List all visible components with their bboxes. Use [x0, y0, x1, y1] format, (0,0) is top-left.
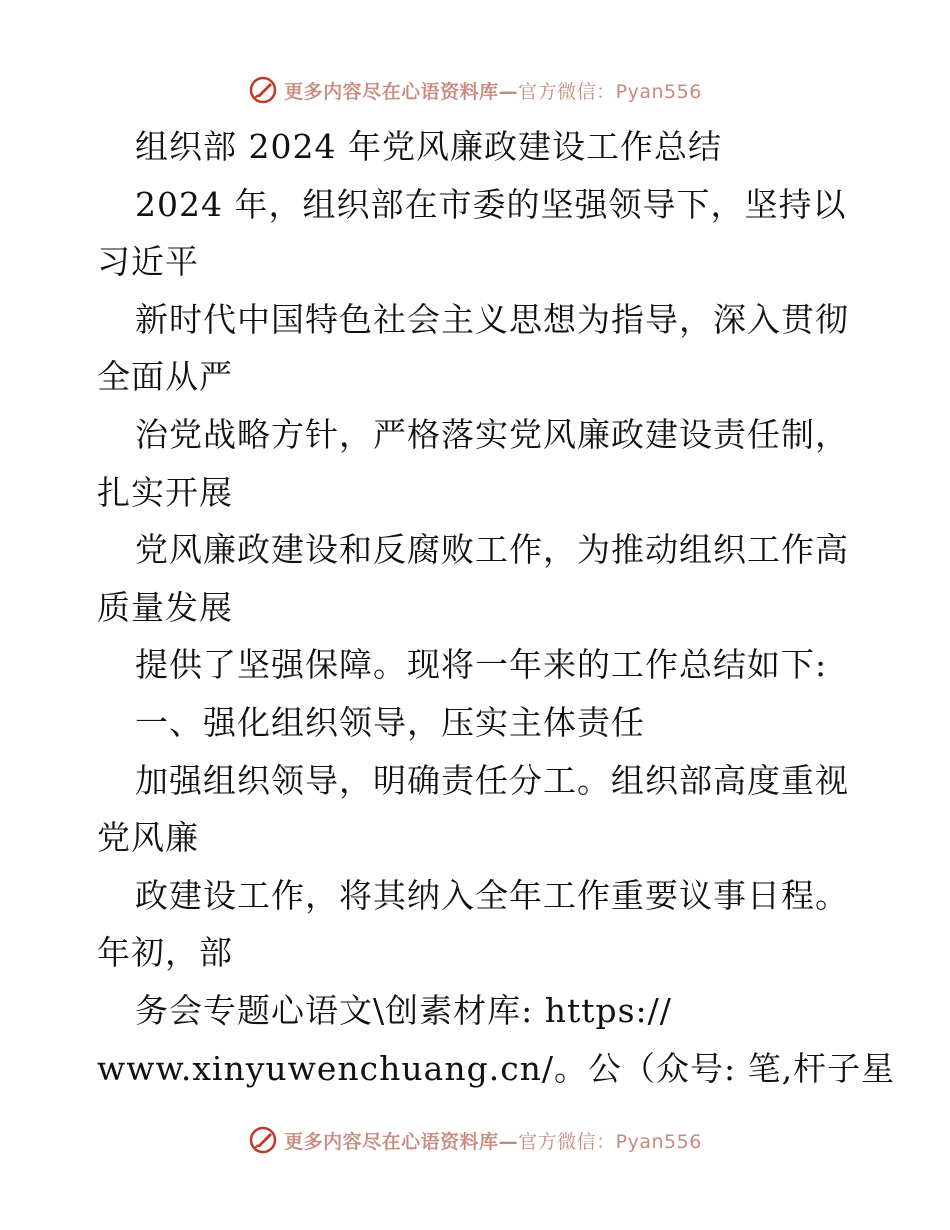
- paragraph-line: 治党战略方针，严格落实党风廉政建设责任制，: [135, 414, 849, 454]
- paragraph-line: 习近平: [97, 242, 199, 282]
- watermark-wechat-text: 官方微信：Pyan556: [518, 1130, 702, 1153]
- watermark-text: [284, 77, 702, 104]
- quill-pen-logo-icon: [248, 75, 278, 105]
- watermark-text: [284, 1127, 702, 1154]
- header-watermark-banner: [0, 70, 950, 110]
- paragraph-line: 务会专题心语文\创素材库: https://: [135, 990, 672, 1030]
- paragraph-line: 扎实开展: [97, 472, 233, 512]
- paragraph-line: 提供了坚强保障。现将一年来的工作总结如下:: [135, 645, 828, 685]
- paragraph-line: 年初，部: [97, 933, 233, 973]
- paragraph-line: 加强组织领导，明确责任分工。组织部高度重视: [135, 760, 849, 800]
- paragraph-line: 党风廉: [97, 818, 199, 858]
- paragraph-line: 新时代中国特色社会主义思想为指导，深入贯彻: [135, 299, 849, 339]
- paragraph-line: 2024 年，组织部在市委的坚强领导下，坚持以: [135, 184, 847, 224]
- document-body: [97, 118, 896, 1097]
- footer-watermark-banner: [0, 1120, 950, 1160]
- paragraph-line: 全面从严: [97, 357, 233, 397]
- document-title: 组织部 2024 年党风廉政建设工作总结: [135, 127, 722, 166]
- paragraph-line: 质量发展: [97, 587, 233, 627]
- paragraph-line: 政建设工作，将其纳入全年工作重要议事日程。: [135, 875, 849, 915]
- watermark-wechat-text: 官方微信：Pyan556: [518, 80, 702, 103]
- watermark-site-text: 更多内容尽在心语资料库—: [284, 1130, 519, 1153]
- watermark-site-text: 更多内容尽在心语资料库—: [284, 80, 519, 103]
- paragraph-line: 党风廉政建设和反腐败工作，为推动组织工作高: [135, 530, 849, 570]
- paragraph-line: www.xinyuwenchuang.cn/。公（众号: 笔,杆子星: [97, 1048, 896, 1088]
- section-heading: 一、强化组织领导，压实主体责任: [135, 702, 645, 742]
- quill-pen-logo-icon: [248, 1125, 278, 1155]
